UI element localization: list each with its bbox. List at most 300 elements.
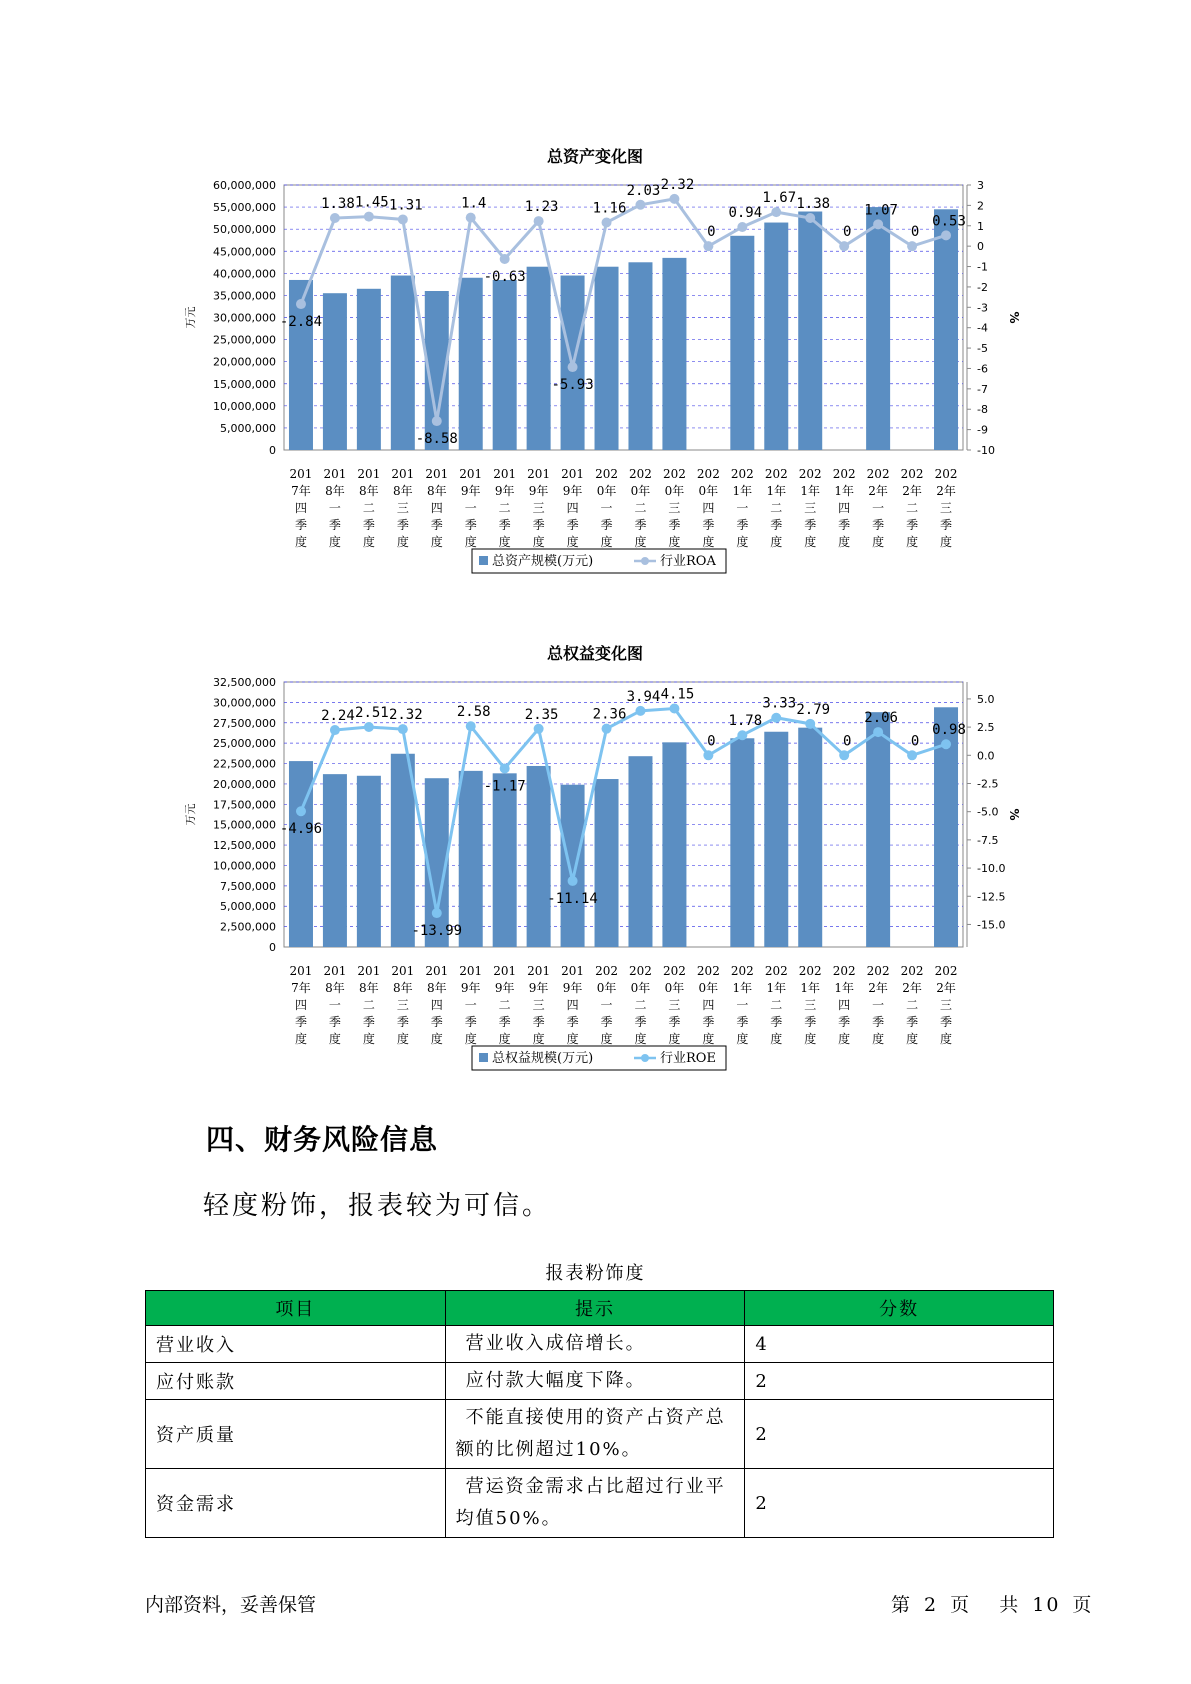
category-label: 201 xyxy=(459,964,483,978)
category-label: 1年 xyxy=(732,981,753,995)
category-label: 2年 xyxy=(936,484,956,498)
category-label: 季 xyxy=(532,1015,545,1029)
category-label: 度 xyxy=(838,1032,851,1046)
left-tick-label: 0 xyxy=(269,941,276,954)
category-label: 季 xyxy=(294,518,307,532)
row-hint: 应付款大幅度下降。 xyxy=(445,1363,745,1400)
left-tick-label: 15,000,000 xyxy=(213,377,276,391)
total-pages: 10 xyxy=(1032,1594,1061,1616)
category-label: 201 xyxy=(391,964,415,978)
line-point xyxy=(534,724,544,734)
table-row xyxy=(146,1363,1054,1400)
category-label: 度 xyxy=(566,535,579,549)
category-label: 二 xyxy=(634,501,647,515)
bar xyxy=(628,756,652,947)
chart-title: 总资产变化图 xyxy=(546,147,644,166)
bar xyxy=(662,258,686,450)
category-label: 2年 xyxy=(936,981,956,995)
left-tick-label: 5,000,000 xyxy=(220,900,276,914)
category-label: 度 xyxy=(872,1032,885,1046)
category-label: 202 xyxy=(595,467,618,481)
point-label: 1.4 xyxy=(461,195,487,212)
category-label: 202 xyxy=(730,467,754,481)
category-label: 7年 xyxy=(291,484,311,498)
row-item: 营业收入 xyxy=(146,1326,446,1363)
category-label: 1年 xyxy=(800,484,821,498)
category-label: 四 xyxy=(294,998,307,1012)
left-tick-label: 30,000,000 xyxy=(213,311,276,325)
category-label: 202 xyxy=(832,467,856,481)
section-title: 四、财务风险信息 xyxy=(206,1123,439,1156)
category-label: 季 xyxy=(430,1015,443,1029)
point-label: 2.32 xyxy=(388,707,423,724)
category-label: 二 xyxy=(906,998,919,1012)
right-tick-label: 3 xyxy=(977,179,984,192)
category-label: 季 xyxy=(294,1015,307,1029)
category-label: 季 xyxy=(668,1015,681,1029)
bar xyxy=(595,267,619,450)
category-label: 季 xyxy=(430,518,443,532)
line-point xyxy=(466,721,476,731)
line-point xyxy=(330,213,340,223)
category-label: 季 xyxy=(872,518,885,532)
left-tick-label: 12,500,000 xyxy=(213,839,276,853)
category-label: 7年 xyxy=(291,981,311,995)
right-tick-label: -8 xyxy=(977,403,988,417)
line-point xyxy=(737,222,747,232)
left-tick-label: 17,500,000 xyxy=(213,798,276,812)
table-row xyxy=(146,1469,1054,1538)
point-label: -4.96 xyxy=(279,821,323,838)
left-tick-label: 0 xyxy=(269,444,276,457)
line-point xyxy=(500,254,510,264)
category-label: 季 xyxy=(736,518,749,532)
category-label: 0年 xyxy=(698,981,719,995)
header-item: 项目 xyxy=(146,1291,446,1326)
legend-bar-swatch xyxy=(479,1053,488,1062)
line-point xyxy=(568,876,578,886)
bar xyxy=(866,207,890,450)
category-label: 三 xyxy=(396,501,409,515)
bar xyxy=(730,738,754,947)
table-caption: 报表粉饰度 xyxy=(545,1263,646,1284)
line-point xyxy=(364,722,374,732)
bar xyxy=(628,262,652,450)
category-label: 季 xyxy=(838,1015,851,1029)
category-label: 三 xyxy=(940,998,953,1012)
right-tick-label: -7 xyxy=(977,382,988,396)
category-label: 一 xyxy=(328,998,341,1012)
page-prefix: 第 xyxy=(891,1594,913,1616)
line-point xyxy=(568,362,578,372)
category-label: 0年 xyxy=(596,484,617,498)
line-point xyxy=(364,212,374,222)
point-label: 1.23 xyxy=(524,199,559,216)
category-label: 9年 xyxy=(460,981,481,995)
category-label: 度 xyxy=(940,1032,953,1046)
left-tick-label: 40,000,000 xyxy=(213,267,276,281)
risk-table xyxy=(145,1290,1054,1538)
point-label: 2.79 xyxy=(796,701,831,718)
line-point xyxy=(398,214,408,224)
point-label: 1.67 xyxy=(762,190,797,207)
category-label: 202 xyxy=(629,964,652,978)
bar xyxy=(357,289,381,450)
point-label: 2.06 xyxy=(864,710,898,727)
category-label: 一 xyxy=(600,501,613,515)
bar xyxy=(798,728,822,947)
category-label: 三 xyxy=(940,501,953,515)
left-tick-label: 45,000,000 xyxy=(213,245,276,259)
page-indicator xyxy=(885,1590,1099,1617)
right-tick-label: -12.5 xyxy=(977,890,1006,904)
point-label: 2.51 xyxy=(355,704,389,721)
category-label: 度 xyxy=(906,1032,919,1046)
bar xyxy=(493,773,517,947)
left-tick-label: 55,000,000 xyxy=(213,201,276,215)
category-label: 202 xyxy=(662,467,686,481)
category-label: 0年 xyxy=(630,981,651,995)
bar xyxy=(798,212,822,451)
point-label: 2.36 xyxy=(592,706,627,723)
line-point xyxy=(398,724,408,734)
right-axis-title: % xyxy=(1007,311,1021,324)
category-label: 度 xyxy=(702,1032,715,1046)
category-label: 201 xyxy=(425,964,449,978)
line-point xyxy=(635,706,645,716)
left-tick-label: 22,500,000 xyxy=(213,757,276,771)
category-label: 季 xyxy=(498,518,511,532)
point-label: 0 xyxy=(707,733,716,750)
line-point xyxy=(805,213,815,223)
line-point xyxy=(330,725,340,735)
table-header-row xyxy=(146,1291,1054,1326)
left-tick-label: 30,000,000 xyxy=(213,696,276,710)
category-label: 9年 xyxy=(494,484,515,498)
table-row xyxy=(146,1326,1054,1363)
category-label: 202 xyxy=(730,964,754,978)
category-label: 三 xyxy=(668,501,681,515)
category-label: 季 xyxy=(702,1015,715,1029)
category-label: 202 xyxy=(934,467,958,481)
total-assets-chart xyxy=(0,135,1191,595)
category-label: 度 xyxy=(328,535,341,549)
category-label: 季 xyxy=(940,518,953,532)
left-tick-label: 32,500,000 xyxy=(213,676,276,689)
category-label: 度 xyxy=(634,1032,647,1046)
category-label: 9年 xyxy=(460,484,481,498)
left-tick-label: 2,500,000 xyxy=(220,920,276,934)
point-label: 0.94 xyxy=(728,204,763,221)
left-tick-label: 5,000,000 xyxy=(220,421,276,435)
point-label: -0.63 xyxy=(483,268,526,285)
category-label: 季 xyxy=(906,1015,919,1029)
category-label: 202 xyxy=(764,964,788,978)
category-label: 一 xyxy=(464,998,477,1012)
category-label: 季 xyxy=(838,518,851,532)
category-label: 201 xyxy=(357,964,381,978)
category-label: 度 xyxy=(770,535,783,549)
point-label: 0 xyxy=(910,733,920,750)
right-tick-label: 2 xyxy=(977,199,984,213)
legend-line-marker xyxy=(641,557,649,565)
right-tick-label: -7.5 xyxy=(977,833,999,847)
line-point xyxy=(737,730,747,740)
category-label: 二 xyxy=(498,501,511,515)
category-label: 季 xyxy=(600,518,613,532)
category-label: 202 xyxy=(934,964,958,978)
category-label: 度 xyxy=(328,1032,341,1046)
category-label: 202 xyxy=(696,467,720,481)
category-label: 度 xyxy=(838,535,851,549)
row-item: 资金需求 xyxy=(146,1469,446,1538)
category-label: 202 xyxy=(866,964,890,978)
category-label: 季 xyxy=(736,1015,749,1029)
bar xyxy=(323,774,347,947)
category-label: 一 xyxy=(464,501,477,515)
line-point xyxy=(669,194,679,204)
total-unit: 页 xyxy=(1072,1594,1094,1616)
line-point xyxy=(602,218,612,228)
category-label: 四 xyxy=(294,501,307,515)
category-label: 季 xyxy=(634,1015,647,1029)
bar xyxy=(391,276,415,450)
category-label: 度 xyxy=(872,535,885,549)
category-label: 度 xyxy=(294,1032,307,1046)
point-label: 2.24 xyxy=(321,708,355,725)
bar xyxy=(595,779,619,947)
category-label: 四 xyxy=(702,998,715,1012)
category-label: 度 xyxy=(668,1032,681,1046)
row-score: 4 xyxy=(745,1326,1054,1363)
page-unit: 页 xyxy=(950,1594,972,1616)
left-tick-label: 7,500,000 xyxy=(220,879,276,893)
category-label: 9年 xyxy=(528,981,549,995)
category-label: 202 xyxy=(900,964,924,978)
line-point xyxy=(941,739,951,749)
footer-confidential: 内部资料，妥善保管 xyxy=(145,1594,317,1616)
bar xyxy=(527,267,551,450)
row-hint: 营运资金需求占比超过行业平均值50%。 xyxy=(445,1469,745,1538)
total-prefix: 共 xyxy=(999,1594,1021,1616)
category-label: 一 xyxy=(872,501,885,515)
point-label: 2.35 xyxy=(524,706,559,723)
bar xyxy=(764,223,788,450)
left-tick-label: 60,000,000 xyxy=(213,179,276,192)
category-label: 季 xyxy=(634,518,647,532)
bar xyxy=(866,712,890,947)
right-tick-label: -6 xyxy=(977,362,988,376)
total-equity-chart xyxy=(0,632,1191,1092)
bar xyxy=(323,293,347,450)
category-label: 度 xyxy=(600,535,613,549)
category-label: 三 xyxy=(804,998,817,1012)
category-label: 度 xyxy=(532,535,545,549)
point-label: 1.16 xyxy=(592,200,627,217)
row-item: 资产质量 xyxy=(146,1400,446,1469)
line-point xyxy=(635,200,645,210)
point-label: 1.45 xyxy=(355,194,389,211)
category-label: 季 xyxy=(770,1015,783,1029)
category-label: 度 xyxy=(396,535,409,549)
category-label: 9年 xyxy=(562,981,583,995)
category-label: 季 xyxy=(702,518,715,532)
category-label: 201 xyxy=(561,467,585,481)
bar xyxy=(730,236,754,450)
right-tick-label: -1 xyxy=(977,260,988,274)
category-label: 季 xyxy=(566,1015,579,1029)
category-label: 季 xyxy=(770,518,783,532)
category-label: 季 xyxy=(464,518,477,532)
category-label: 季 xyxy=(566,518,579,532)
category-label: 三 xyxy=(804,501,817,515)
category-label: 8年 xyxy=(426,981,447,995)
right-tick-label: 0 xyxy=(977,240,984,254)
category-label: 季 xyxy=(498,1015,511,1029)
right-tick-label: -10.0 xyxy=(977,862,1006,876)
category-label: 四 xyxy=(566,501,579,515)
line-point xyxy=(432,416,442,426)
category-label: 三 xyxy=(668,998,681,1012)
point-label: 0 xyxy=(842,224,852,241)
right-tick-label: -10 xyxy=(977,444,995,457)
line-point xyxy=(839,241,849,251)
right-tick-label: 1 xyxy=(977,219,984,233)
left-tick-label: 25,000,000 xyxy=(213,737,276,751)
line-point xyxy=(296,299,306,309)
category-label: 四 xyxy=(838,501,851,515)
total-assets-chart-svg xyxy=(0,135,1191,595)
legend-line-label: 行业ROE xyxy=(660,1051,716,1066)
category-label: 季 xyxy=(906,518,919,532)
category-label: 度 xyxy=(498,1032,511,1046)
line-point xyxy=(703,241,713,251)
category-label: 202 xyxy=(629,467,652,481)
category-label: 度 xyxy=(736,1032,749,1046)
chart-title: 总权益变化图 xyxy=(546,644,644,663)
line-point xyxy=(500,763,510,773)
bar xyxy=(459,278,483,450)
category-label: 201 xyxy=(527,467,551,481)
category-label: 8年 xyxy=(393,484,413,498)
category-label: 季 xyxy=(872,1015,885,1029)
category-label: 度 xyxy=(498,535,511,549)
line-point xyxy=(296,806,306,816)
point-label: 4.15 xyxy=(660,686,695,703)
category-label: 度 xyxy=(532,1032,545,1046)
point-label: 0.53 xyxy=(932,213,966,230)
line-point xyxy=(703,750,713,760)
page-number: 2 xyxy=(924,1594,939,1616)
category-label: 202 xyxy=(662,964,686,978)
category-label: 四 xyxy=(430,998,443,1012)
category-label: 度 xyxy=(430,1032,443,1046)
left-tick-label: 20,000,000 xyxy=(213,355,276,369)
category-label: 201 xyxy=(493,467,517,481)
point-label: 1.38 xyxy=(796,196,831,213)
category-label: 1年 xyxy=(732,484,753,498)
right-tick-label: -4 xyxy=(977,321,988,335)
line-point xyxy=(771,207,781,217)
category-label: 0年 xyxy=(664,981,685,995)
category-label: 0年 xyxy=(664,484,685,498)
point-label: -1.17 xyxy=(483,778,526,795)
right-tick-label: -15.0 xyxy=(977,918,1006,932)
row-score: 2 xyxy=(745,1469,1054,1538)
category-label: 202 xyxy=(866,467,890,481)
category-label: 9年 xyxy=(562,484,583,498)
point-label: 2.58 xyxy=(456,704,491,721)
point-label: 0.98 xyxy=(932,722,966,739)
line-point xyxy=(907,241,917,251)
line-point xyxy=(873,727,883,737)
category-label: 度 xyxy=(940,535,953,549)
category-label: 0年 xyxy=(596,981,617,995)
line-point xyxy=(839,750,849,760)
category-label: 1年 xyxy=(766,981,787,995)
right-tick-label: 5.0 xyxy=(977,692,995,706)
left-tick-label: 27,500,000 xyxy=(213,716,276,730)
category-label: 8年 xyxy=(426,484,447,498)
category-label: 季 xyxy=(804,518,817,532)
category-label: 度 xyxy=(634,535,647,549)
category-label: 8年 xyxy=(393,981,413,995)
category-label: 202 xyxy=(798,467,822,481)
point-label: -8.58 xyxy=(415,431,458,448)
line-point xyxy=(602,724,612,734)
line-point xyxy=(466,213,476,223)
point-label: 3.94 xyxy=(626,688,661,705)
line-point xyxy=(873,219,883,229)
category-label: 8年 xyxy=(359,484,379,498)
category-label: 二 xyxy=(498,998,511,1012)
category-label: 四 xyxy=(430,501,443,515)
category-label: 0年 xyxy=(698,484,719,498)
category-label: 四 xyxy=(702,501,715,515)
total-equity-chart-svg xyxy=(0,632,1191,1092)
category-label: 1年 xyxy=(834,981,854,995)
category-label: 度 xyxy=(668,535,681,549)
category-label: 度 xyxy=(396,1032,409,1046)
category-label: 二 xyxy=(770,998,783,1012)
left-tick-label: 50,000,000 xyxy=(213,223,276,237)
category-label: 201 xyxy=(289,467,313,481)
category-label: 8年 xyxy=(325,484,345,498)
row-score: 2 xyxy=(745,1400,1054,1469)
risk-summary: 轻度粉饰，报表较为可信。 xyxy=(203,1191,552,1221)
category-label: 四 xyxy=(566,998,579,1012)
category-label: 季 xyxy=(600,1015,613,1029)
category-label: 201 xyxy=(425,467,449,481)
category-label: 2年 xyxy=(902,981,922,995)
category-label: 0年 xyxy=(630,484,651,498)
point-label: 1.07 xyxy=(864,202,898,219)
header-hint: 提示 xyxy=(445,1291,745,1326)
left-tick-label: 25,000,000 xyxy=(213,333,276,347)
right-tick-label: -9 xyxy=(977,423,988,437)
category-label: 二 xyxy=(770,501,783,515)
category-label: 8年 xyxy=(359,981,379,995)
row-hint: 营业收入成倍增长。 xyxy=(445,1326,745,1363)
bar xyxy=(493,280,517,450)
category-label: 201 xyxy=(561,964,585,978)
category-label: 二 xyxy=(362,501,375,515)
category-label: 201 xyxy=(289,964,313,978)
category-label: 2年 xyxy=(902,484,922,498)
bar xyxy=(934,209,958,450)
category-label: 季 xyxy=(396,1015,409,1029)
bar xyxy=(764,732,788,947)
